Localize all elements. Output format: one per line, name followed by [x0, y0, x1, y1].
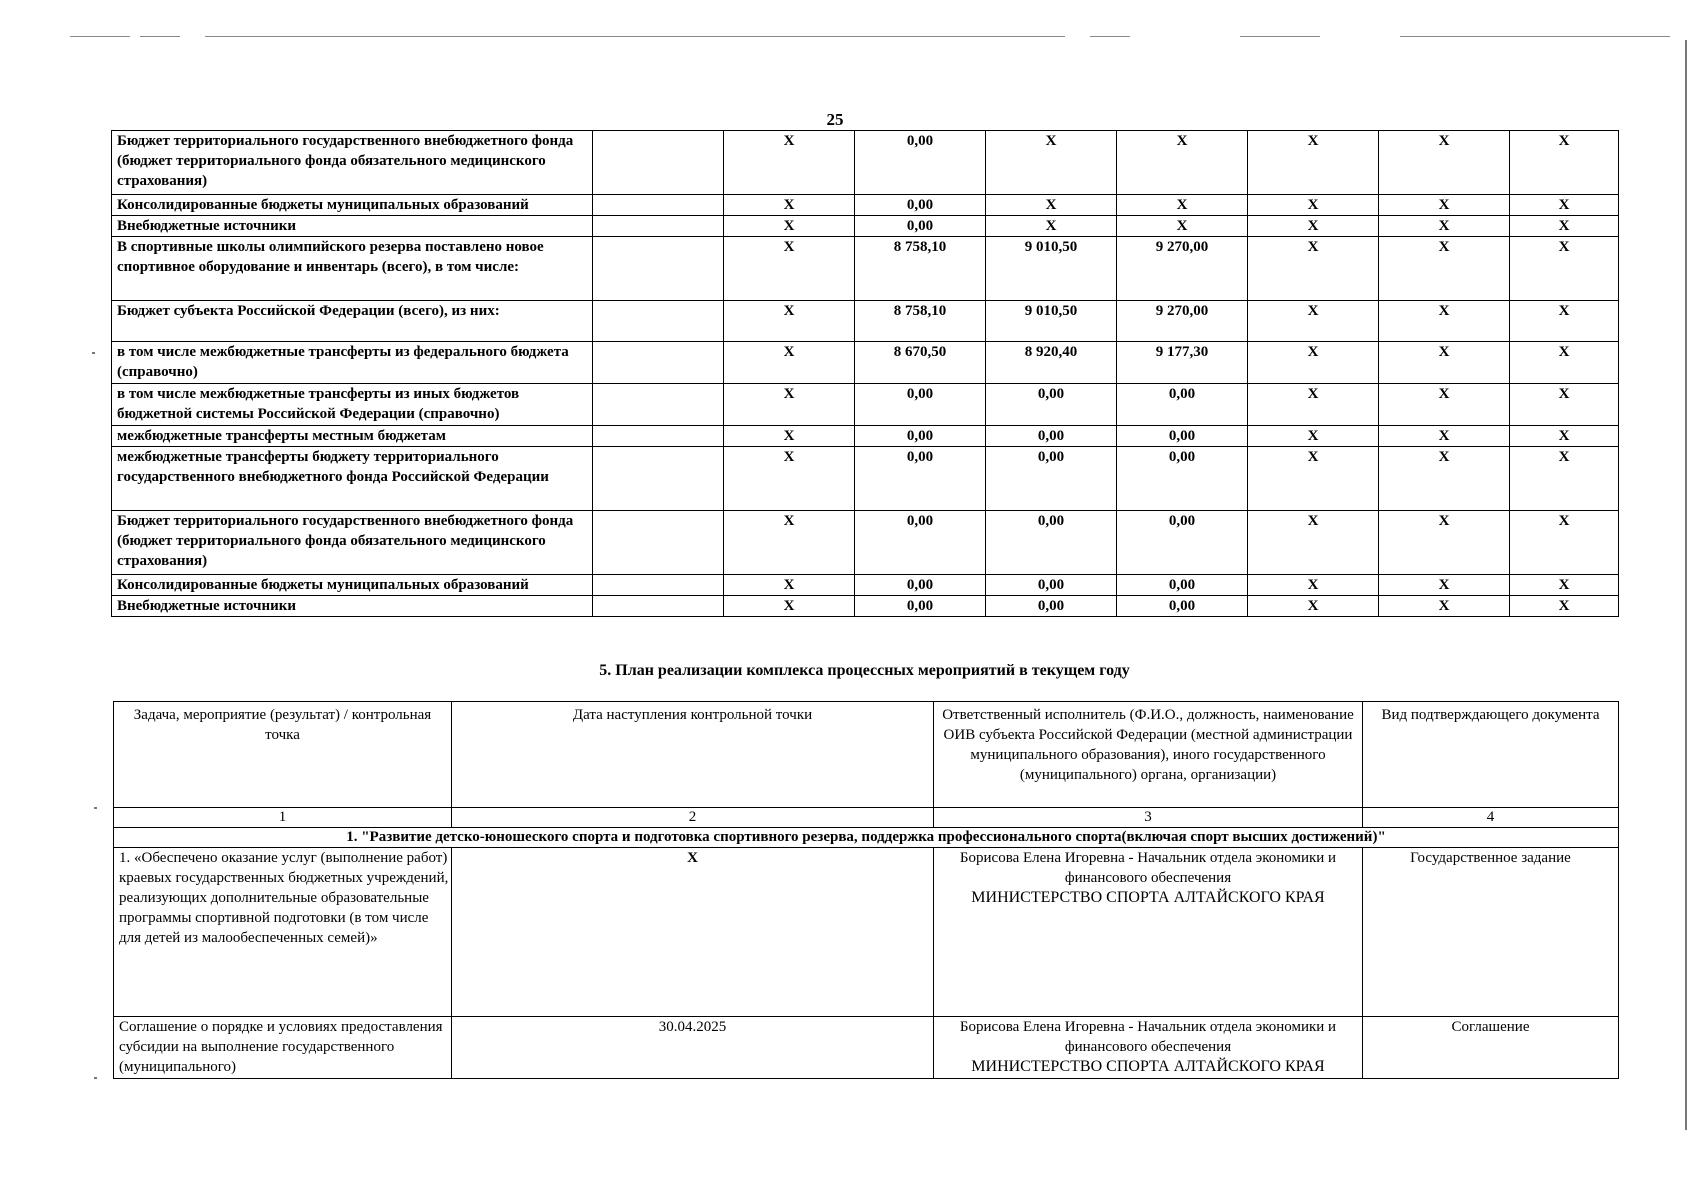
- budget-spacer-cell: [593, 384, 724, 426]
- budget-row: [112, 447, 1619, 511]
- budget-value-cell: Х: [1510, 426, 1619, 447]
- budget-value-cell: Х: [1510, 301, 1619, 342]
- budget-value-cell: Х: [1379, 511, 1510, 575]
- budget-value-cell: Х: [986, 195, 1117, 216]
- budget-row: [112, 342, 1619, 384]
- budget-value-cell: Х: [724, 426, 855, 447]
- budget-spacer-cell: [593, 237, 724, 301]
- budget-value-cell: Х: [724, 342, 855, 384]
- budget-value-cell: Х: [1379, 426, 1510, 447]
- budget-value-cell: Х: [1117, 131, 1248, 195]
- scan-artifact-speck: [92, 352, 95, 354]
- budget-row-label: межбюджетные трансферты бюджету территориального государственного внебюджетного фонда Российской Федерации: [112, 447, 593, 511]
- budget-row-label: В спортивные школы олимпийского резерва поставлено новое спортивное оборудование и инвентарь (всего), в том числе:: [112, 237, 593, 301]
- budget-value-cell: 0,00: [1117, 384, 1248, 426]
- budget-value-cell: Х: [1117, 216, 1248, 237]
- column-number: 1: [114, 808, 452, 828]
- budget-value-cell: 0,00: [855, 511, 986, 575]
- budget-value-cell: Х: [724, 216, 855, 237]
- section-heading: 5. План реализации комплекса процессных мероприятий в текущем году: [599, 662, 1130, 679]
- budget-value-cell: Х: [1510, 342, 1619, 384]
- budget-value-cell: Х: [1510, 596, 1619, 617]
- budget-row: [112, 426, 1619, 447]
- budget-row-label: Бюджет территориального государственного внебюджетного фонда (бюджет территориального фонда обязательного медицинского страхования): [112, 511, 593, 575]
- scan-artifact-line: [70, 36, 130, 37]
- budget-row: [112, 384, 1619, 426]
- budget-value-cell: Х: [1510, 447, 1619, 511]
- budget-row: [112, 237, 1619, 301]
- budget-value-cell: 0,00: [855, 596, 986, 617]
- budget-value-cell: Х: [1379, 216, 1510, 237]
- budget-row-label: Внебюджетные источники: [112, 216, 593, 237]
- budget-value-cell: 0,00: [986, 426, 1117, 447]
- budget-spacer-cell: [593, 596, 724, 617]
- budget-value-cell: 0,00: [855, 216, 986, 237]
- budget-value-cell: 9 270,00: [1117, 237, 1248, 301]
- budget-value-cell: Х: [1379, 237, 1510, 301]
- budget-value-cell: Х: [1379, 447, 1510, 511]
- budget-value-cell: 8 758,10: [855, 301, 986, 342]
- budget-row-label: Консолидированные бюджеты муниципальных образований: [112, 575, 593, 596]
- column-number: 4: [1363, 808, 1619, 828]
- task-cell: Соглашение о порядке и условиях предоставления субсидии на выполнение государственного (муниципального): [114, 1017, 452, 1079]
- budget-value-cell: Х: [1379, 342, 1510, 384]
- scan-artifact-line: [140, 36, 180, 37]
- budget-value-cell: 0,00: [855, 575, 986, 596]
- budget-value-cell: Х: [1248, 384, 1379, 426]
- budget-value-cell: Х: [1248, 596, 1379, 617]
- budget-value-cell: Х: [1510, 237, 1619, 301]
- budget-value-cell: Х: [1379, 131, 1510, 195]
- scan-artifact-line: [1090, 36, 1130, 37]
- budget-value-cell: Х: [1248, 301, 1379, 342]
- column-number-row: [114, 808, 1619, 828]
- budget-value-cell: 0,00: [1117, 511, 1248, 575]
- scan-artifact-speck: [94, 1077, 97, 1079]
- budget-row-label: межбюджетные трансферты местным бюджетам: [112, 426, 593, 447]
- budget-value-cell: Х: [724, 131, 855, 195]
- budget-value-cell: 9 177,30: [1117, 342, 1248, 384]
- budget-value-cell: 0,00: [855, 131, 986, 195]
- budget-value-cell: 0,00: [1117, 575, 1248, 596]
- budget-row: [112, 511, 1619, 575]
- budget-spacer-cell: [593, 195, 724, 216]
- budget-value-cell: Х: [1117, 195, 1248, 216]
- budget-value-cell: Х: [1510, 511, 1619, 575]
- budget-row-label: в том числе межбюджетные трансферты из федерального бюджета (справочно): [112, 342, 593, 384]
- budget-value-cell: Х: [724, 237, 855, 301]
- budget-value-cell: 0,00: [986, 511, 1117, 575]
- budget-value-cell: Х: [1248, 575, 1379, 596]
- budget-row: [112, 596, 1619, 617]
- budget-spacer-cell: [593, 301, 724, 342]
- responsible-person: Борисова Елена Игоревна - Начальник отдела экономики и финансового обеспечения: [959, 850, 1337, 886]
- budget-value-cell: Х: [1379, 301, 1510, 342]
- budget-value-cell: Х: [1510, 575, 1619, 596]
- document-cell: Соглашение: [1363, 1017, 1619, 1079]
- budget-row: [112, 131, 1619, 195]
- budget-table-body: [112, 131, 1619, 617]
- budget-value-cell: 0,00: [1117, 447, 1248, 511]
- budget-value-cell: Х: [1248, 216, 1379, 237]
- budget-value-cell: 8 920,40: [986, 342, 1117, 384]
- budget-row: [112, 195, 1619, 216]
- plan-row: [114, 1017, 1619, 1079]
- responsible-organization: МИНИСТЕРСТВО СПОРТА АЛТАЙСКОГО КРАЯ: [971, 1058, 1325, 1075]
- budget-value-cell: 8 670,50: [855, 342, 986, 384]
- budget-value-cell: Х: [1248, 511, 1379, 575]
- plan-row: [114, 848, 1619, 1017]
- column-number: 3: [934, 808, 1363, 828]
- budget-spacer-cell: [593, 575, 724, 596]
- budget-spacer-cell: [593, 447, 724, 511]
- group-title: 1. "Развитие детско-юношеского спорта и подготовка спортивного резерва, поддержка профессионального спорта(включая спорт высших достижений)": [114, 828, 1619, 848]
- scan-artifact-edge: [1685, 40, 1687, 1130]
- page-number: 25: [826, 110, 844, 129]
- budget-spacer-cell: [593, 216, 724, 237]
- budget-row-label: Внебюджетные источники: [112, 596, 593, 617]
- budget-spacer-cell: [593, 131, 724, 195]
- budget-value-cell: Х: [724, 301, 855, 342]
- date-cell: 30.04.2025: [452, 1017, 934, 1079]
- header-document: Вид подтверждающего документа: [1363, 702, 1619, 808]
- budget-value-cell: 0,00: [855, 426, 986, 447]
- budget-spacer-cell: [593, 342, 724, 384]
- budget-value-cell: Х: [1379, 596, 1510, 617]
- budget-row-label: в том числе межбюджетные трансферты из иных бюджетов бюджетной системы Российской Федерации (справочно): [112, 384, 593, 426]
- budget-row: [112, 216, 1619, 237]
- responsible-organization: МИНИСТЕРСТВО СПОРТА АЛТАЙСКОГО КРАЯ: [971, 889, 1325, 906]
- budget-value-cell: Х: [1379, 384, 1510, 426]
- budget-row: [112, 575, 1619, 596]
- budget-value-cell: Х: [724, 596, 855, 617]
- header-date: Дата наступления контрольной точки: [452, 702, 934, 808]
- plan-table: [113, 701, 1619, 1079]
- budget-value-cell: 0,00: [855, 195, 986, 216]
- budget-value-cell: 0,00: [986, 575, 1117, 596]
- budget-value-cell: Х: [1510, 216, 1619, 237]
- budget-table: [111, 130, 1619, 617]
- budget-value-cell: 0,00: [986, 384, 1117, 426]
- budget-value-cell: Х: [1510, 131, 1619, 195]
- budget-value-cell: 0,00: [855, 384, 986, 426]
- budget-value-cell: 0,00: [855, 447, 986, 511]
- column-number: 2: [452, 808, 934, 828]
- budget-value-cell: 0,00: [1117, 596, 1248, 617]
- responsible-cell: [934, 848, 1363, 1017]
- budget-value-cell: 9 010,50: [986, 237, 1117, 301]
- responsible-person: Борисова Елена Игоревна - Начальник отдела экономики и финансового обеспечения: [959, 1019, 1337, 1055]
- scan-artifact-line: [1400, 36, 1670, 37]
- budget-value-cell: 0,00: [986, 596, 1117, 617]
- budget-value-cell: Х: [1248, 195, 1379, 216]
- header-task: Задача, мероприятие (результат) / контрольная точка: [114, 702, 452, 808]
- budget-value-cell: 0,00: [986, 447, 1117, 511]
- header-responsible: Ответственный исполнитель (Ф.И.О., должность, наименование ОИВ субъекта Российской Федерации (местной администрации муниципального образования), иного государственного (муниципального) органа, организации): [934, 702, 1363, 808]
- budget-value-cell: Х: [724, 511, 855, 575]
- date-cell: Х: [452, 848, 934, 1017]
- scan-artifact-line: [1240, 36, 1320, 37]
- budget-value-cell: Х: [1248, 426, 1379, 447]
- scan-artifact-line: [205, 36, 1065, 37]
- budget-value-cell: Х: [1248, 131, 1379, 195]
- budget-value-cell: Х: [986, 216, 1117, 237]
- budget-value-cell: Х: [1379, 575, 1510, 596]
- plan-header-row: [114, 702, 1619, 808]
- budget-value-cell: Х: [724, 447, 855, 511]
- budget-row-label: Бюджет территориального государственного внебюджетного фонда (бюджет территориального фонда обязательного медицинского страхования): [112, 131, 593, 195]
- scan-artifact-speck: [94, 807, 97, 809]
- budget-spacer-cell: [593, 426, 724, 447]
- budget-row: [112, 301, 1619, 342]
- budget-row-label: Консолидированные бюджеты муниципальных образований: [112, 195, 593, 216]
- budget-row-label: Бюджет субъекта Российской Федерации (всего), из них:: [112, 301, 593, 342]
- budget-value-cell: Х: [986, 131, 1117, 195]
- budget-value-cell: Х: [724, 384, 855, 426]
- budget-value-cell: 9 270,00: [1117, 301, 1248, 342]
- budget-value-cell: Х: [1379, 195, 1510, 216]
- task-cell: 1. «Обеспечено оказание услуг (выполнение работ) краевых государственных бюджетных учреждений, реализующих дополнительные образовательные программы спортивной подготовки (в том числе для детей из малообеспеченных семей)»: [114, 848, 452, 1017]
- budget-value-cell: Х: [724, 575, 855, 596]
- budget-value-cell: 8 758,10: [855, 237, 986, 301]
- budget-spacer-cell: [593, 511, 724, 575]
- budget-value-cell: 0,00: [1117, 426, 1248, 447]
- group-title-row: [114, 828, 1619, 848]
- budget-value-cell: Х: [1510, 384, 1619, 426]
- budget-value-cell: Х: [1248, 447, 1379, 511]
- responsible-cell: [934, 1017, 1363, 1079]
- budget-value-cell: Х: [1248, 342, 1379, 384]
- budget-value-cell: Х: [1248, 237, 1379, 301]
- budget-value-cell: 9 010,50: [986, 301, 1117, 342]
- budget-value-cell: Х: [724, 195, 855, 216]
- budget-value-cell: Х: [1510, 195, 1619, 216]
- document-cell: Государственное задание: [1363, 848, 1619, 1017]
